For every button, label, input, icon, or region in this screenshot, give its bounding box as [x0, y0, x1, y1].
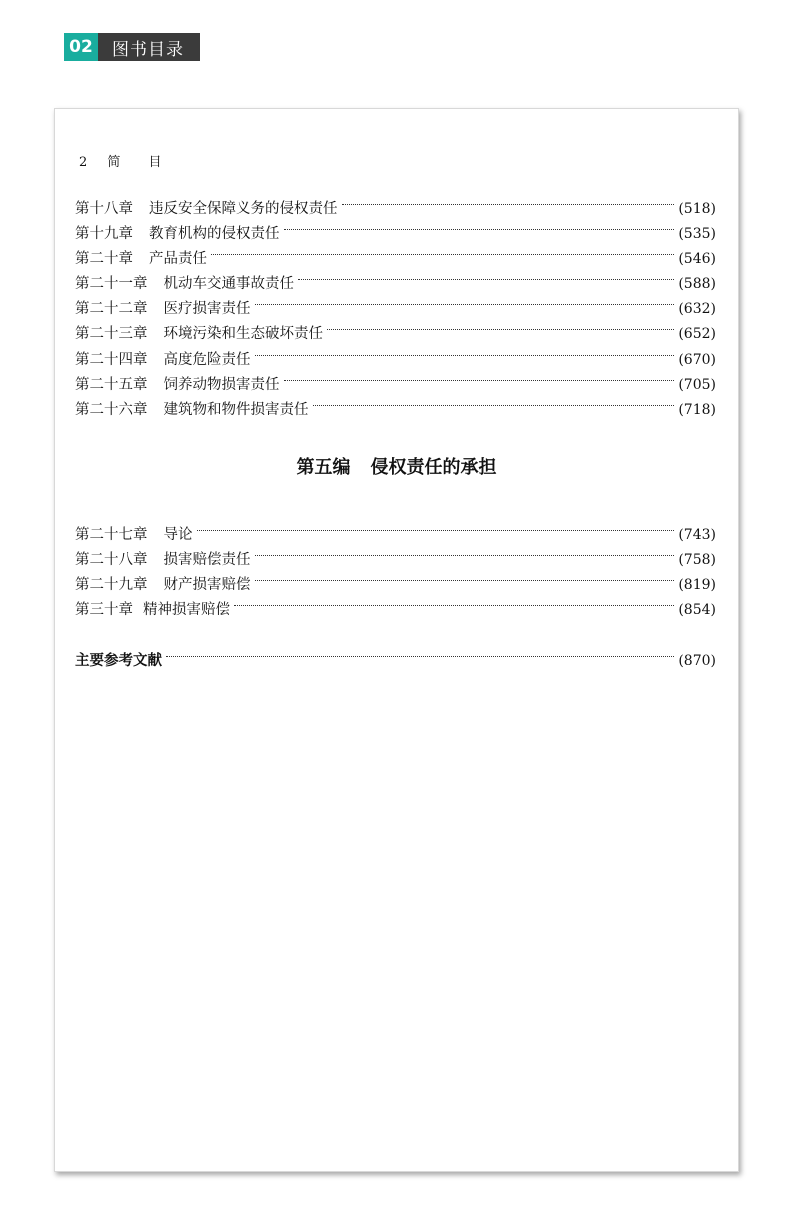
toc-chapter-title: 教育机构的侵权责任 — [149, 226, 280, 243]
toc-page-number: (758) — [678, 552, 716, 569]
toc-chapter-number: 第二十八章 — [75, 552, 148, 569]
bibliography-title: 主要参考文献 — [75, 652, 162, 669]
toc-leader-dots — [298, 263, 674, 288]
toc-leader-dots — [255, 288, 675, 313]
toc-section-part-four — [75, 188, 716, 418]
book-page-scan — [54, 108, 739, 1172]
toc-leader-dots — [234, 589, 674, 614]
toc-section-part-five — [75, 514, 716, 619]
toc-page-number: (854) — [678, 602, 716, 619]
toc-leader-dots — [255, 539, 675, 564]
toc-chapter-title: 财产损害赔偿 — [163, 577, 251, 594]
toc-leader-dots — [284, 364, 675, 389]
toc-page-number: (718) — [678, 401, 716, 418]
toc-chapter-title: 精神损害赔偿 — [143, 602, 230, 619]
toc-page-number: (705) — [678, 376, 716, 393]
toc-leader-dots — [313, 389, 675, 414]
toc-chapter-number: 第二十五章 — [75, 376, 148, 393]
toc-page-number: (870) — [678, 653, 716, 669]
toc-page-number: (670) — [678, 351, 716, 368]
toc-chapter-title: 违反安全保障义务的侵权责任 — [149, 201, 338, 217]
toc-page-number: (518) — [678, 201, 716, 217]
toc-entry-bibliography — [75, 640, 716, 669]
toc-page-number: (546) — [678, 251, 716, 268]
toc-chapter-number: 第二十二章 — [75, 301, 148, 318]
toc-leader-dots — [342, 188, 675, 213]
toc-chapter-number: 第二十三章 — [75, 326, 148, 343]
toc-entry — [75, 514, 716, 543]
toc-page-number: (819) — [678, 577, 716, 594]
toc-chapter-number: 第二十四章 — [75, 351, 148, 368]
toc-chapter-title: 产品责任 — [149, 251, 207, 268]
toc-chapter-title: 高度危险责任 — [163, 351, 251, 368]
toc-chapter-number: 第十九章 — [75, 226, 133, 243]
toc-chapter-title: 医疗损害责任 — [163, 301, 251, 318]
section-badge — [64, 33, 200, 61]
running-head-title: 简 目 — [107, 155, 174, 170]
toc-page-number: (588) — [678, 276, 716, 293]
toc-chapter-number: 第二十一章 — [75, 276, 148, 293]
toc-chapter-number: 第二十七章 — [75, 527, 148, 543]
toc-leader-dots — [255, 339, 675, 364]
toc-leader-dots — [284, 213, 675, 238]
toc-page-number: (652) — [678, 326, 716, 343]
toc-chapter-number: 第二十章 — [75, 251, 133, 268]
toc-chapter-title: 饲养动物损害责任 — [163, 376, 280, 393]
toc-entry — [75, 188, 716, 217]
running-head — [79, 151, 174, 170]
toc-chapter-number: 第二十六章 — [75, 401, 148, 418]
toc-page-number: (743) — [678, 527, 716, 543]
toc-chapter-number: 第十八章 — [75, 201, 133, 217]
toc-chapter-title: 损害赔偿责任 — [163, 552, 251, 569]
part-heading-number: 第五编 — [296, 457, 351, 478]
part-heading-title: 侵权责任的承担 — [370, 457, 497, 478]
toc-leader-dots — [255, 564, 675, 589]
toc-page-number: (535) — [678, 226, 716, 243]
toc-chapter-number: 第三十章 — [75, 602, 133, 619]
toc-bibliography — [75, 640, 716, 669]
toc-chapter-title: 机动车交通事故责任 — [163, 276, 294, 293]
toc-chapter-title: 建筑物和物件损害责任 — [163, 401, 309, 418]
toc-chapter-title: 环境污染和生态破坏责任 — [163, 326, 323, 343]
running-head-page-number: 2 — [79, 155, 88, 170]
toc-leader-dots — [327, 313, 674, 338]
toc-page-number: (632) — [678, 301, 716, 318]
section-badge-label: 图书目录 — [98, 33, 200, 61]
toc-leader-dots — [211, 238, 674, 263]
section-badge-number: 02 — [64, 33, 98, 61]
toc-leader-dots — [166, 640, 674, 665]
part-heading — [55, 453, 738, 479]
toc-chapter-number: 第二十九章 — [75, 577, 148, 594]
toc-chapter-title: 导论 — [163, 527, 193, 543]
toc-leader-dots — [197, 514, 675, 539]
